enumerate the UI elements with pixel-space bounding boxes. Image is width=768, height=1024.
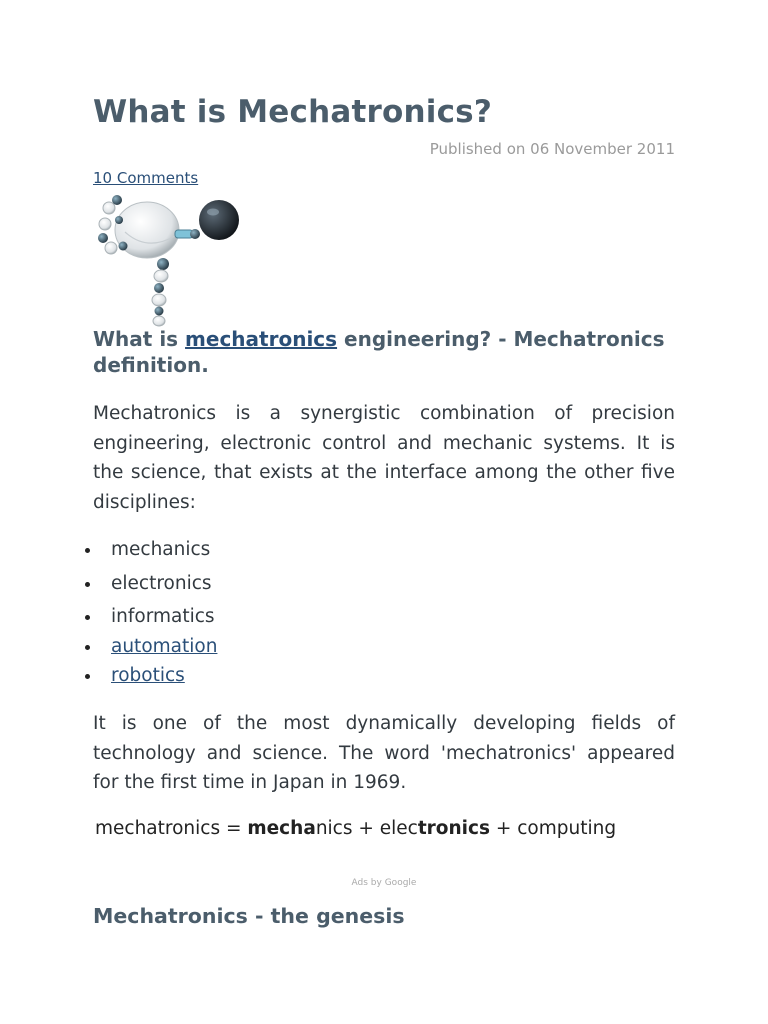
page-title: What is Mechatronics?: [93, 94, 493, 130]
genesis-heading: Mechatronics - the genesis: [93, 904, 405, 928]
formula-bold-tronics: tronics: [417, 818, 490, 839]
history-paragraph: It is one of the most dynamically developing fields of technology and science. The word 'mechatronics' appeared for the first time in Japan in 1969.: [93, 713, 675, 793]
formula-rest2: + computing: [490, 818, 617, 839]
mechatronics-link[interactable]: mechatronics: [185, 327, 338, 351]
list-item: [85, 602, 217, 632]
ads-label[interactable]: Ads by Google: [351, 878, 417, 888]
robot-illustration: [95, 190, 243, 328]
bullet-icon: [85, 582, 90, 587]
list-item: [85, 632, 217, 661]
section-subheading: [93, 326, 683, 378]
published-date: Published on 06 November 2011: [429, 140, 675, 158]
subheading-suffix: engineering? - Mechatronics definition.: [93, 327, 665, 377]
list-item: [85, 661, 217, 691]
formula-bold-mecha: mecha: [247, 818, 316, 839]
bullet-icon: [85, 674, 90, 679]
disciplines-list: [85, 535, 217, 691]
list-item: [85, 569, 217, 602]
bullet-icon: [85, 645, 90, 650]
automation-link[interactable]: automation: [111, 636, 218, 657]
definition-paragraph: Mechatronics is a synergistic combination of precision engineering, electronic control and mechanic systems. It is the science, that exists at the interface among the other five disciplines:: [93, 403, 675, 513]
discipline-informatics: informatics: [111, 606, 215, 627]
robotics-link[interactable]: robotics: [111, 665, 185, 686]
bullet-icon: [85, 615, 90, 620]
comments-link[interactable]: 10 Comments: [93, 169, 199, 187]
formula-lead: mechatronics =: [95, 818, 248, 839]
bullet-icon: [85, 548, 90, 553]
etymology-formula: [95, 818, 675, 839]
subheading-prefix: What is: [93, 327, 186, 351]
formula-rest1: nics + elec: [315, 818, 418, 839]
discipline-mechanics: mechanics: [111, 539, 211, 560]
list-item: [85, 535, 217, 569]
discipline-electronics: electronics: [111, 573, 212, 594]
